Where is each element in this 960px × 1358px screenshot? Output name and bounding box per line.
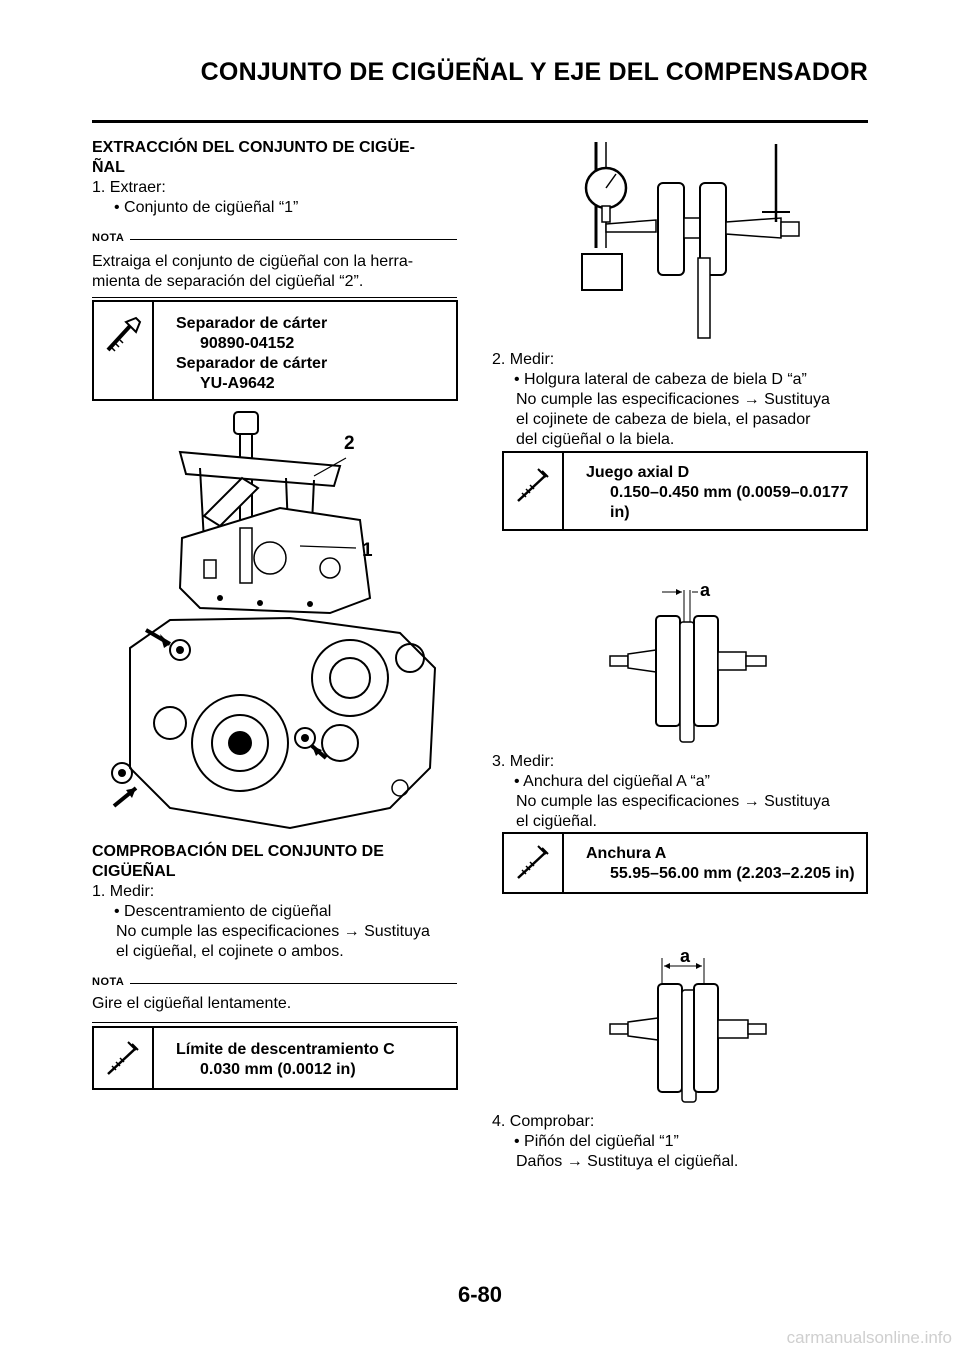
step-text: 3. Medir: <box>492 753 555 770</box>
crank-width-illustration <box>606 944 770 1104</box>
section-crank-width <box>492 752 872 832</box>
nota-line: Gire el cigüeñal lentamente. <box>92 995 292 1012</box>
section-heading-cont: CIGÜEÑAL <box>92 863 176 880</box>
step-text: 1. Medir: <box>92 883 155 900</box>
special-tool-icon <box>102 314 144 356</box>
body-line: No cumple las especificaciones → Sustituya <box>516 391 830 408</box>
bullet-text: • Descentramiento de cigüeñal <box>114 903 332 920</box>
section-heading-cont: ÑAL <box>92 159 125 176</box>
step-text: 1. Extraer: <box>92 179 166 196</box>
section-heading: COMPROBACIÓN DEL CONJUNTO DE <box>92 843 384 860</box>
bullet-text: • Piñón del cigüeñal “1” <box>514 1133 679 1150</box>
spec-line: 0.150–0.450 mm (0.0059–0.0177 <box>610 484 849 501</box>
nota-line: mienta de separación del cigüeñal “2”. <box>92 273 364 290</box>
box-divider <box>152 302 154 399</box>
big-end-clearance-illustration <box>606 578 770 743</box>
nota-line: Extraiga el conjunto de cigüeñal con la herra- <box>92 253 414 270</box>
nota-text <box>92 994 462 1014</box>
tool-line: Separador de cárter <box>176 315 328 332</box>
callout-a: a <box>680 946 691 966</box>
nota-end-rule <box>92 1022 457 1023</box>
section-extraction <box>92 138 462 218</box>
tool-text <box>176 314 327 394</box>
section-inspection <box>92 842 462 962</box>
body-line: No cumple las especificaciones → Sustituya <box>116 923 430 940</box>
crankcase-separator-illustration <box>100 408 445 833</box>
spec-line: Anchura A <box>586 845 667 862</box>
section-sprocket-check <box>492 1112 872 1172</box>
box-divider <box>152 1028 154 1088</box>
spec-line: 55.95–56.00 mm (2.203–2.205 in) <box>610 865 855 882</box>
callout-a: a <box>700 580 711 600</box>
caliper-icon <box>512 465 554 507</box>
nota-rule <box>130 983 457 984</box>
body-line: el cigüeñal. <box>516 813 597 830</box>
caliper-icon <box>102 1038 144 1080</box>
section-heading: EXTRACCIÓN DEL CONJUNTO DE CIGÜE- <box>92 139 415 156</box>
body-line: el cojinete de cabeza de biela, el pasador <box>516 411 811 428</box>
nota-text <box>92 252 462 292</box>
spec-line: Juego axial D <box>586 464 690 481</box>
body-line: No cumple las especificaciones → Sustituya <box>516 793 830 810</box>
tool-line: Separador de cárter <box>176 355 328 372</box>
spec-line: in) <box>610 504 630 521</box>
callout-1: 1 <box>362 540 373 561</box>
page-number: 6-80 <box>457 1282 503 1307</box>
callout-2: 2 <box>344 433 355 454</box>
bullet-text: • Holgura lateral de cabeza de biela D “a” <box>514 371 807 388</box>
bullet-text: • Conjunto de cigüeñal “1” <box>114 199 299 216</box>
tool-line: YU-A9642 <box>200 375 275 392</box>
spec-text <box>176 1040 395 1080</box>
nota-label: NOTA <box>92 976 125 988</box>
bullet-text: • Anchura del cigüeñal A “a” <box>514 773 710 790</box>
step-text: 4. Comprobar: <box>492 1113 595 1130</box>
nota-label: NOTA <box>92 232 125 244</box>
spec-box-side-clearance <box>502 451 868 531</box>
caliper-icon <box>512 842 554 884</box>
header-rule <box>92 120 868 123</box>
spec-text <box>586 463 848 523</box>
step-text: 2. Medir: <box>492 351 555 368</box>
spec-text <box>586 844 855 884</box>
nota-end-rule <box>92 297 457 298</box>
body-line: el cigüeñal, el cojinete o ambos. <box>116 943 344 960</box>
nota-rule <box>130 239 457 240</box>
spec-line: Límite de descentramiento C <box>176 1041 395 1058</box>
tool-box <box>92 300 458 401</box>
box-divider <box>562 834 564 892</box>
body-line: del cigüeñal o la biela. <box>516 431 675 448</box>
watermark: carmanualsonline.info <box>786 1328 952 1347</box>
spec-box-runout <box>92 1026 458 1090</box>
spec-line: 0.030 mm (0.0012 in) <box>200 1061 356 1078</box>
crankshaft-runout-illustration <box>576 138 816 343</box>
body-line: Daños → Sustituya el cigüeñal. <box>516 1153 739 1170</box>
spec-box-width <box>502 832 868 894</box>
tool-line: 90890-04152 <box>200 335 295 352</box>
section-side-clearance <box>492 350 872 450</box>
page-title: CONJUNTO DE CIGÜEÑAL Y EJE DEL COMPENSADOR <box>200 58 868 86</box>
box-divider <box>562 453 564 529</box>
